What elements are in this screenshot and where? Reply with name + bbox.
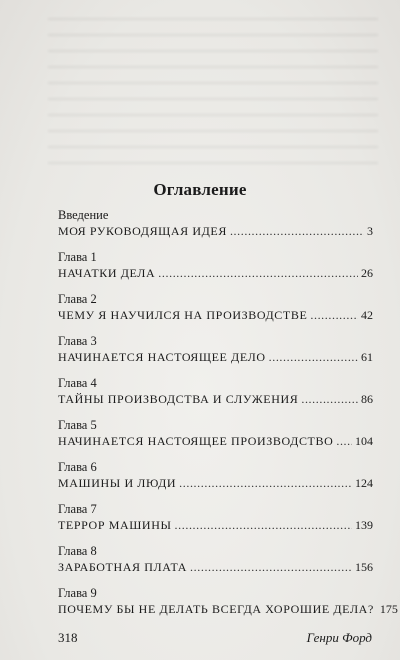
toc-entry	[58, 375, 373, 408]
chapter-label: Глава 9	[58, 586, 97, 600]
toc-line	[58, 307, 373, 324]
page-number: 139	[355, 518, 373, 532]
dot-leader	[190, 559, 352, 576]
toc-line	[58, 433, 373, 450]
toc-entry	[58, 291, 373, 324]
toc-line	[58, 559, 373, 576]
toc-entry	[58, 417, 373, 450]
dot-leader	[336, 433, 352, 450]
chapter-title: НАЧИНАЕТСЯ НАСТОЯЩЕЕ ПРОИЗВОДСТВО	[58, 434, 334, 448]
dot-leader	[175, 517, 352, 534]
toc-entry	[58, 543, 373, 576]
page-number: 61	[361, 350, 373, 364]
page-number: 175	[379, 602, 398, 616]
page-number: 104	[355, 434, 373, 448]
toc-heading: Оглавление	[153, 180, 247, 199]
page-number: 124	[355, 476, 373, 490]
chapter-label: Глава 4	[58, 376, 97, 390]
dot-leader	[269, 349, 358, 366]
chapter-label: Глава 2	[58, 292, 97, 306]
chapter-title: МАШИНЫ И ЛЮДИ	[58, 476, 177, 490]
page-number: 156	[355, 560, 373, 574]
chapter-title: ТЕРРОР МАШИНЫ	[58, 518, 172, 532]
dot-leader	[310, 307, 358, 324]
page-number: 86	[361, 392, 373, 406]
chapter-title: НАЧИНАЕТСЯ НАСТОЯЩЕЕ ДЕЛО	[58, 350, 266, 364]
chapter-title: ТАЙНЫ ПРОИЗВОДСТВА И СЛУЖЕНИЯ	[58, 392, 299, 406]
toc-line	[58, 601, 398, 618]
chapter-label: Глава 3	[58, 334, 97, 348]
toc-line	[58, 223, 373, 240]
toc-entry	[58, 333, 373, 366]
chapter-title: МОЯ РУКОВОДЯЩАЯ ИДЕЯ	[58, 224, 227, 238]
toc-line	[58, 391, 373, 408]
dot-leader	[301, 391, 358, 408]
page-number: 42	[361, 308, 373, 322]
dot-leader	[230, 223, 364, 240]
page-number: 26	[361, 266, 373, 280]
chapter-title: ЗАРАБОТНАЯ ПЛАТА	[58, 560, 188, 574]
chapter-label: Введение	[58, 208, 109, 222]
chapter-label: Глава 6	[58, 460, 97, 474]
dot-leader	[158, 265, 358, 282]
chapter-title: ПОЧЕМУ БЫ НЕ ДЕЛАТЬ ВСЕГДА ХОРОШИЕ ДЕЛА?	[58, 602, 374, 616]
toc-entry	[58, 501, 373, 534]
toc-entry	[58, 585, 398, 618]
dot-leader	[179, 475, 352, 492]
chapter-label: Глава 7	[58, 502, 97, 516]
toc-line	[58, 265, 373, 282]
toc-line	[58, 349, 373, 366]
toc-line	[58, 475, 373, 492]
chapter-label: Глава 1	[58, 250, 97, 264]
chapter-label: Глава 5	[58, 418, 97, 432]
toc-entry	[58, 207, 373, 240]
chapter-title: НАЧАТКИ ДЕЛА	[58, 266, 156, 280]
folio-page-number: 318	[58, 630, 78, 645]
toc-list	[58, 207, 398, 627]
toc-entry	[58, 459, 373, 492]
toc-line	[58, 517, 373, 534]
running-author: Генри Форд	[306, 630, 372, 645]
page-number: 3	[367, 224, 373, 238]
toc-entry	[58, 249, 373, 282]
bleed-through-text	[48, 18, 378, 168]
chapter-label: Глава 8	[58, 544, 97, 558]
chapter-title: ЧЕМУ Я НАУЧИЛСЯ НА ПРОИЗВОДСТВЕ	[58, 308, 308, 322]
